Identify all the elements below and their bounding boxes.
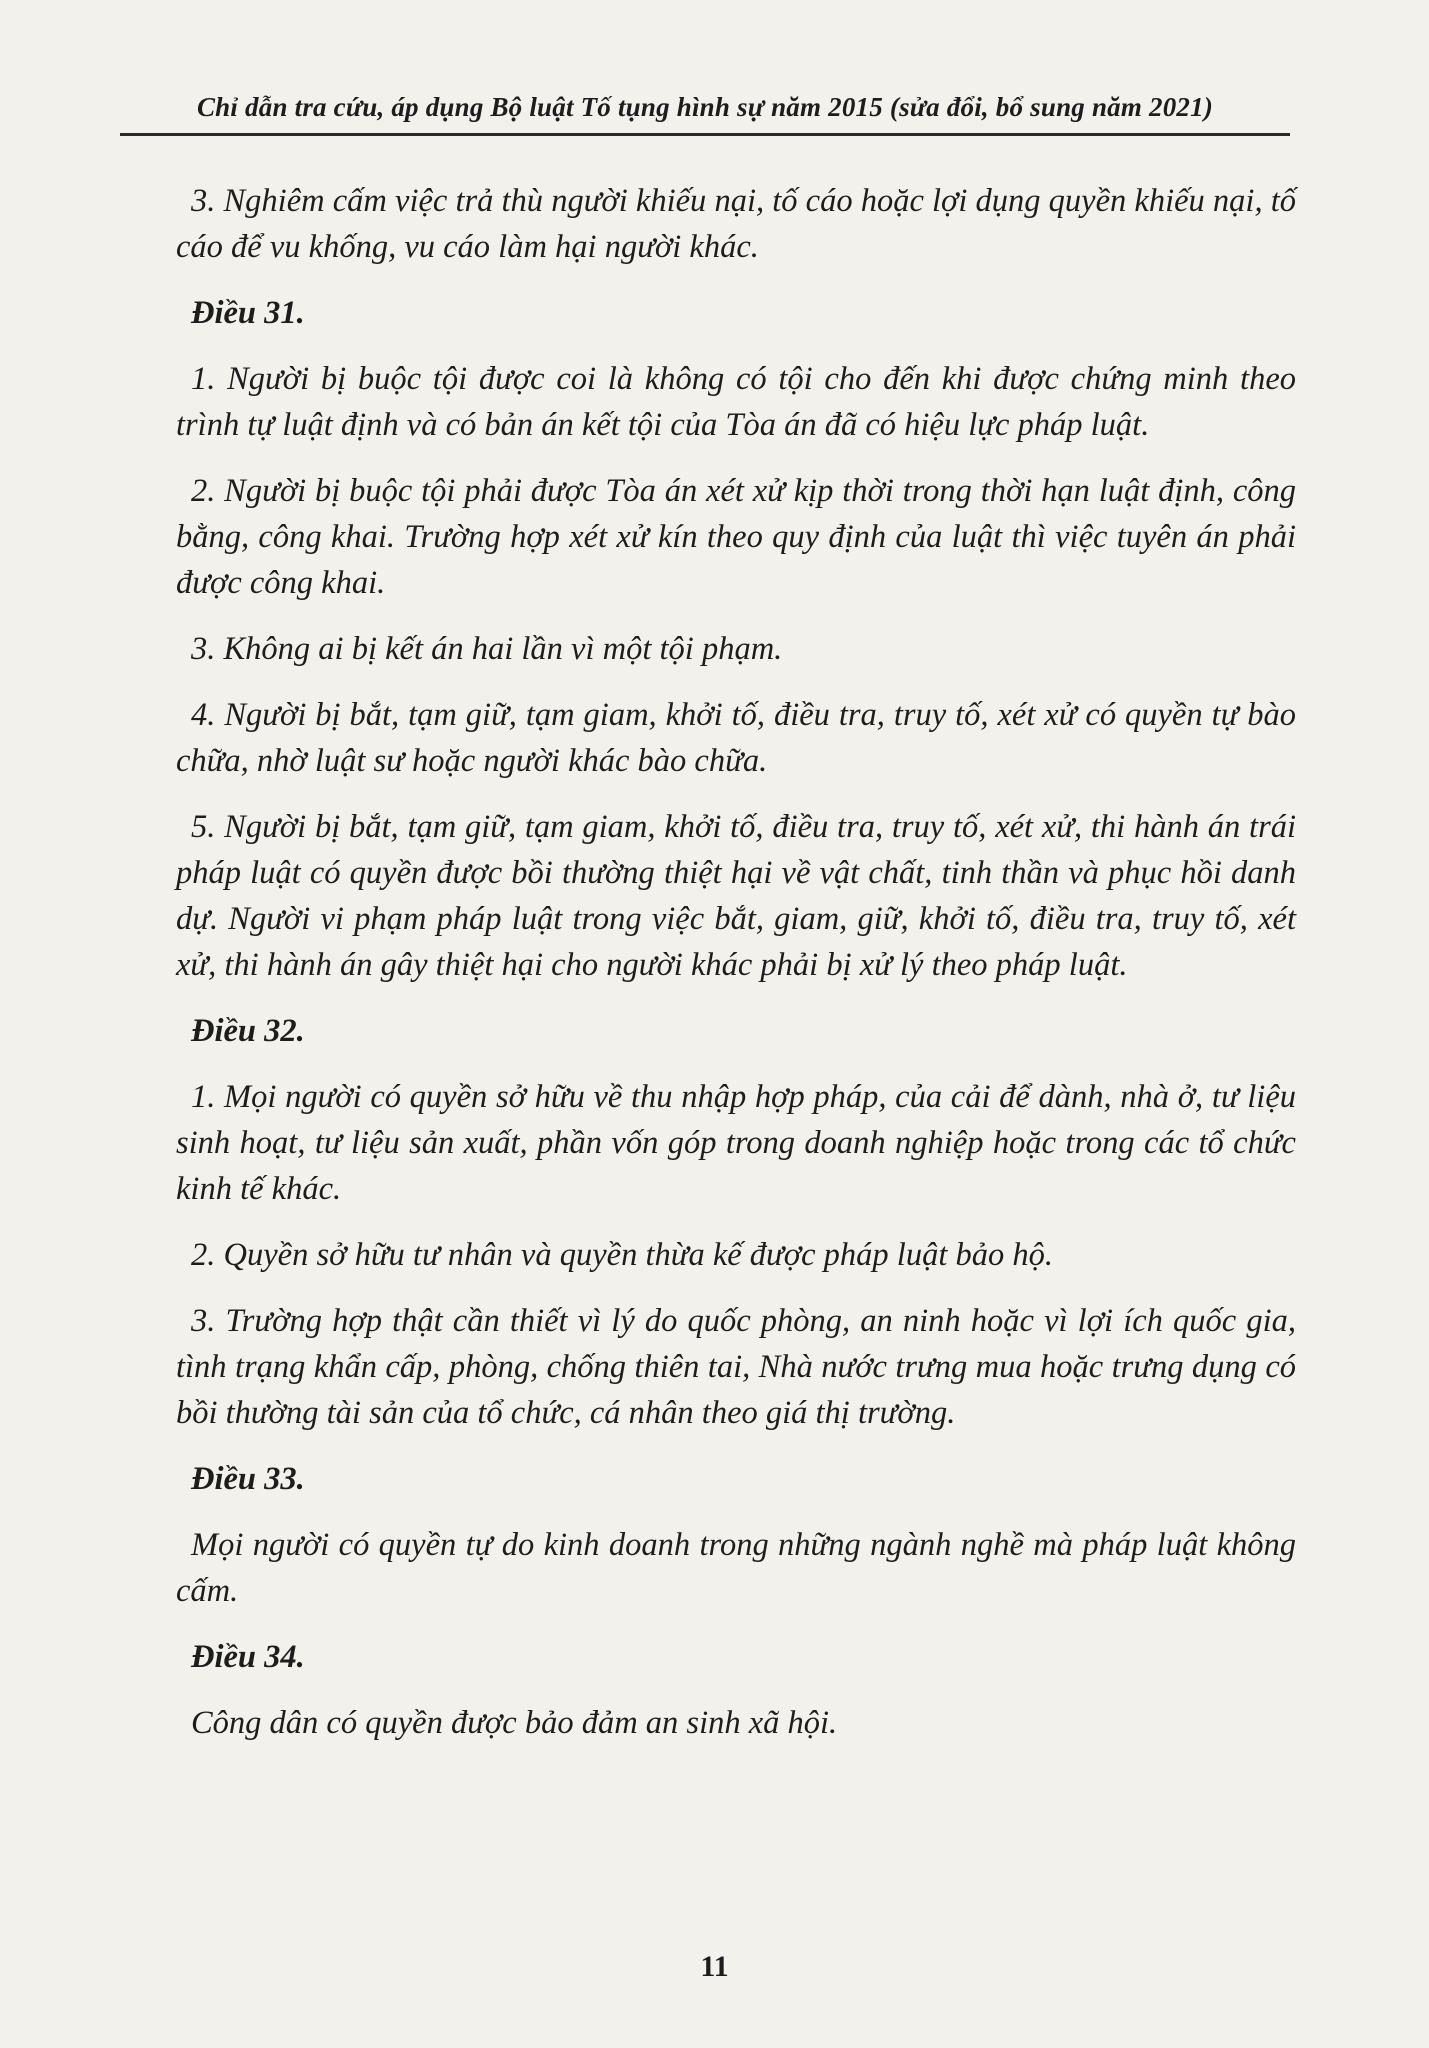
body-text [176,178,1296,1766]
paragraph: 4. Người bị bắt, tạm giữ, tạm giam, khởi tố, điều tra, truy tố, xét xử có quyền tự bào chữa, nhờ luật sư hoặc người khác bào chữa. [176,697,1296,779]
paragraph: 3. Trường hợp thật cần thiết vì lý do quốc phòng, an ninh hoặc vì lợi ích quốc gia, tình trạng khẩn cấp, phòng, chống thiên tai, Nhà nước trưng mua hoặc trưng dụng có bồi thường tài sản của tổ chức, cá nhân theo giá thị trường. [176,1303,1296,1431]
running-head: Chỉ dẫn tra cứu, áp dụng Bộ luật Tố tụng hình sự năm 2015 (sửa đổi, bổ sung năm 2021) [196,92,1214,122]
article-heading: Điều 33. [191,1461,305,1497]
page-number: 11 [700,1950,729,1983]
paragraph: 1. Mọi người có quyền sở hữu về thu nhập hợp pháp, của cải để dành, nhà ở, tư liệu sinh hoạt, tư liệu sản xuất, phần vốn góp trong doanh nghiệp hoặc trong các tổ chức kinh tế khác. [176,1079,1296,1207]
paragraph: Công dân có quyền được bảo đảm an sinh xã hội. [191,1705,838,1741]
article-heading: Điều 34. [191,1639,305,1675]
paragraph: 5. Người bị bắt, tạm giữ, tạm giam, khởi tố, điều tra, truy tố, xét xử, thi hành án trái pháp luật có quyền được bồi thường thiệt hại về vật chất, tinh thần và phục hồi danh dự. Người vi phạm pháp luật trong việc bắt, giam, giữ, khởi tố, điều tra, truy tố, xét xử, thi hành án gây thiệt hại cho người khác phải bị xử lý theo pháp luật. [176,809,1296,983]
header-rule [120,133,1290,136]
article-heading: Điều 31. [191,295,305,331]
paragraph: 3. Không ai bị kết án hai lần vì một tội phạm. [191,631,783,667]
paragraph: 2. Quyền sở hữu tư nhân và quyền thừa kế được pháp luật bảo hộ. [191,1237,1053,1273]
article-heading: Điều 32. [191,1013,305,1049]
paragraph: Mọi người có quyền tự do kinh doanh trong những ngành nghề mà pháp luật không cấm. [176,1527,1296,1609]
paragraph: 3. Nghiêm cấm việc trả thù người khiếu nại, tố cáo hoặc lợi dụng quyền khiếu nại, tố cáo để vu khống, vu cáo làm hại người khác. [176,183,1296,265]
paragraph: 2. Người bị buộc tội phải được Tòa án xét xử kịp thời trong thời hạn luật định, công bằng, công khai. Trường hợp xét xử kín theo quy định của luật thì việc tuyên án phải được công khai. [176,473,1296,601]
paragraph: 1. Người bị buộc tội được coi là không có tội cho đến khi được chứng minh theo trình tự luật định và có bản án kết tội của Tòa án đã có hiệu lực pháp luật. [176,361,1296,443]
